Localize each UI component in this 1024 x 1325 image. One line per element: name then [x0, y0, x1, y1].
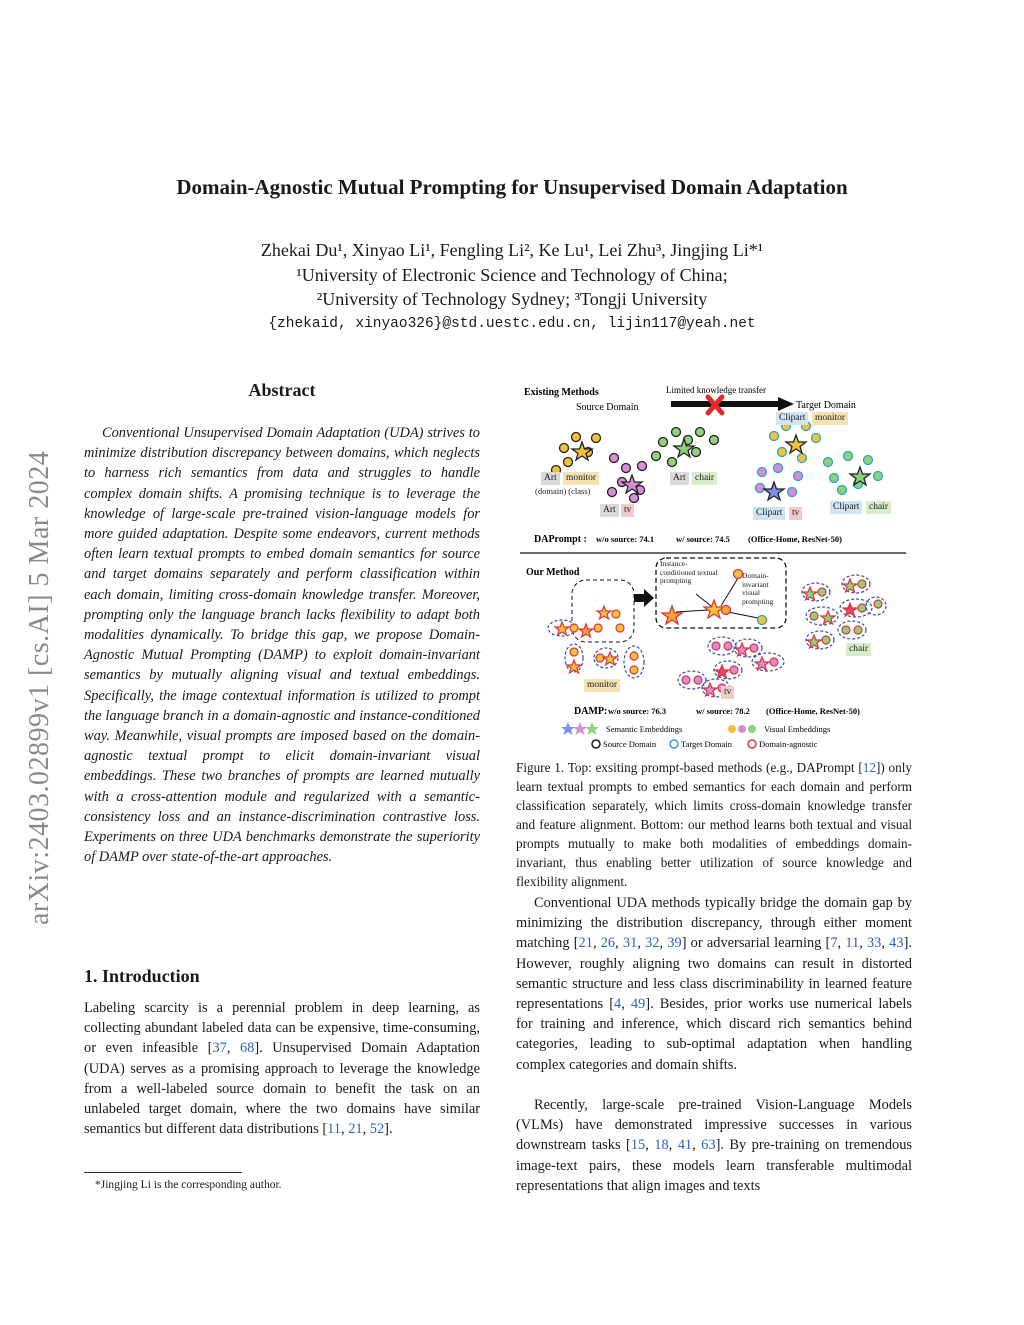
citation-link[interactable]: 33: [866, 935, 882, 952]
forward-arrow-icon: [634, 589, 654, 607]
figure-1: [516, 380, 912, 752]
label-domain-class: (domain) (class): [535, 486, 591, 496]
legend-semantic-icon: [561, 722, 599, 735]
label-monitor: monitor: [812, 412, 848, 425]
label-tv: tv: [789, 507, 802, 520]
figure-caption: Figure 1. Top: exsiting prompt-based methods (e.g., DAPrompt [12]) only learn textual prompts to embed semantics for each domain and perform classification separately, which limits cross-domain knowledge transfer and feature alignment. Bottom: our method learns both textual and visual prompts mutually to make both modalities of embeddings domain-invariant, thus enabling better utilization of source knowledge and flexibility alignment.: [516, 760, 913, 889]
citation-link[interactable]: 21: [348, 1121, 363, 1138]
damp-wo-source: w/o source: 76.3: [608, 706, 667, 716]
transfer-arrow-head: [778, 397, 794, 411]
legend-agnostic: Domain-agnostic: [759, 739, 818, 749]
damp-label: DAMP:: [574, 706, 608, 717]
label-clipart: Clipart: [776, 412, 808, 425]
legend-semantic: Semantic Embeddings: [606, 724, 683, 734]
citation-link[interactable]: 52: [369, 1121, 385, 1138]
citation-link[interactable]: 39: [667, 935, 682, 952]
citation-link[interactable]: 15: [630, 1137, 646, 1154]
intro-paragraph-1: Labeling scarcity is a perennial problem in deep learning, as collecting abundant labeled data can be expensive, time-consuming, or even infeasible [37, 68]. Unsupervised Domain Adaptation (UDA) serves as a promising approach to leverage the knowledge from a well-labeled source domain to benefit the task on an unlabeled target domain, where the two domains have similar semantics but different data distributions [11, 21, 52].: [84, 1000, 480, 1138]
instance-conditioned-label: Instance-conditioned textual prompting: [660, 560, 718, 585]
label-limited-transfer: Limited knowledge transfer: [666, 385, 766, 395]
label-art: Art: [541, 472, 560, 485]
citation-link[interactable]: 21: [578, 935, 593, 952]
abstract-heading: Abstract: [248, 380, 316, 400]
label-existing-methods: Existing Methods: [524, 387, 599, 398]
intro-paragraph-2: Conventional UDA methods typically bridge the domain gap by minimizing the distribution discrepancy, through either moment matching [21, 26, 31, 32, 39] or adversarial learning [7, 11, 33, 43]. However, roughly aligning two domains can result in distorted semantic structure and less class discriminability in learned feature representations [4, 49]. Besides, prior works use numerical labels for training and inference, which discard rich semantics behind categories, leading to sub-optimal adaptation when handling complex categories and domain shifts.: [516, 895, 912, 1073]
label-clipart: Clipart: [753, 507, 785, 520]
author-list: Zhekai Du¹, Xinyao Li¹, Fengling Li², Ke Lu¹, Lei Zhu³, Jingjing Li*¹: [260, 240, 764, 260]
damp-setting: (Office-Home, ResNet-50): [766, 706, 860, 716]
abstract-text: Conventional Unsupervised Domain Adaptation (UDA) strives to minimize distribution discrepancy between domains, which neglects to harness rich semantics from data and struggles to handle complex domain shifts. A promising technique is to leverage the knowledge of large-scale pre-trained vision-language models for more guided adaptation. Despite some endeavors, current methods often learn textual prompts to embed domain semantics for source and target domains separately and perform classification within each domain, limiting cross-domain knowledge transfer. Moreover, prompting only the language branch lacks flexibility to adapt both modalities dynamically. To bridge this gap, we propose Domain-Agnostic Mutual Prompting (DAMP) to exploit domain-invariant semantics by mutually aligning visual and textual embeddings. Specifically, the image contextual information is utilized to prompt the language branch in a domain-agnostic and instance-conditioned way. Meanwhile, visual prompts are imposed based on the domain-agnostic textual prompt to elicit domain-invariant visual embeddings. These two branches of prompts are learned mutually with a cross-attention module and regularized with a semantic-consistency loss and an instance-discrimination contrastive loss. Experiments on three UDA benchmarks demonstrate the superiority of DAMP over state-of-the-art approaches.: [84, 425, 480, 866]
label-source-domain: Source Domain: [576, 402, 639, 413]
legend-target-icon: [670, 740, 678, 748]
legend-visual-icon: [728, 725, 756, 733]
citation-link[interactable]: 37: [212, 1040, 227, 1057]
label-chair: chair: [846, 643, 871, 656]
intro-paragraph-3: Recently, large-scale pre-trained Vision-Language Models (VLMs) have demonstrated impressive successes in various downstream tasks [15, 18, 41, 63]. By pre-training on tremendous image-text pairs, these models learn transferable multimodal representations that align images and texts: [516, 1097, 913, 1194]
legend-agnostic-icon: [748, 740, 756, 748]
target-cluster-monitor: [770, 422, 821, 463]
citation-link[interactable]: 43: [889, 935, 904, 952]
footnote-rule: [84, 1172, 242, 1173]
citation-link[interactable]: 41: [677, 1137, 693, 1154]
domain-invariant-label: Domain-invariant visual prompting: [742, 572, 774, 606]
target-cluster-tv: [756, 464, 803, 501]
paper-title: Domain-Agnostic Mutual Prompting for Unsupervised Domain Adaptation: [176, 175, 848, 199]
source-cluster-chair: [652, 428, 719, 467]
target-cluster-chair: [824, 452, 883, 495]
affiliation-line-1: ¹University of Electronic Science and Technology of China;: [296, 265, 728, 285]
daprompt-setting: (Office-Home, ResNet-50): [748, 534, 842, 544]
author-emails: {zhekaid, xinyao326}@std.uestc.edu.cn, lijin117@yeah.net: [268, 316, 756, 332]
label-our-method: Our Method: [526, 567, 580, 578]
agnostic-cluster-chair: [802, 575, 886, 649]
legend-source-icon: [592, 740, 600, 748]
source-cluster-tv: [608, 454, 647, 503]
label-target-domain: Target Domain: [796, 400, 856, 411]
label-clipart: Clipart: [830, 501, 862, 514]
legend-visual: Visual Embeddings: [764, 724, 831, 734]
citation-link[interactable]: 18: [654, 1137, 669, 1154]
citation-link[interactable]: 4: [614, 996, 622, 1013]
section-heading-introduction: 1. Introduction: [84, 966, 200, 986]
arxiv-identifier: arXiv:2403.02899v1 [cs.AI] 5 Mar 2024: [24, 450, 55, 925]
citation-link[interactable]: 11: [327, 1121, 341, 1138]
daprompt-w-source: w/ source: 74.5: [676, 534, 730, 544]
figure-1-graphic: [516, 380, 912, 752]
label-chair: chair: [692, 472, 717, 485]
citation-link[interactable]: 12: [862, 760, 876, 775]
footnote: *Jingjing Li is the corresponding author.: [95, 1179, 282, 1191]
legend-target: Target Domain: [681, 739, 732, 749]
citation-link[interactable]: 32: [645, 935, 660, 952]
label-monitor: monitor: [563, 472, 599, 485]
label-art: Art: [600, 504, 619, 517]
citation-link[interactable]: 68: [239, 1040, 255, 1057]
legend-source: Source Domain: [603, 739, 657, 749]
label-chair: chair: [866, 501, 891, 514]
damp-w-source: w/ source: 78.2: [696, 706, 750, 716]
citation-link[interactable]: 49: [630, 996, 646, 1013]
label-tv: tv: [621, 504, 634, 517]
label-monitor: monitor: [584, 679, 620, 692]
label-art: Art: [670, 472, 689, 485]
source-cluster-monitor: [552, 433, 601, 475]
citation-link[interactable]: 11: [845, 935, 860, 952]
citation-link[interactable]: 31: [622, 935, 638, 952]
label-tv: tv: [721, 686, 734, 699]
daprompt-label: DAPrompt :: [534, 534, 587, 545]
daprompt-wo-source: w/o source: 74.1: [596, 534, 655, 544]
citation-link[interactable]: 7: [830, 935, 838, 952]
affiliation-line-2: ²University of Technology Sydney; ³Tongji University: [316, 289, 708, 309]
citation-link[interactable]: 26: [600, 935, 616, 952]
citation-link[interactable]: 63: [701, 1137, 716, 1154]
